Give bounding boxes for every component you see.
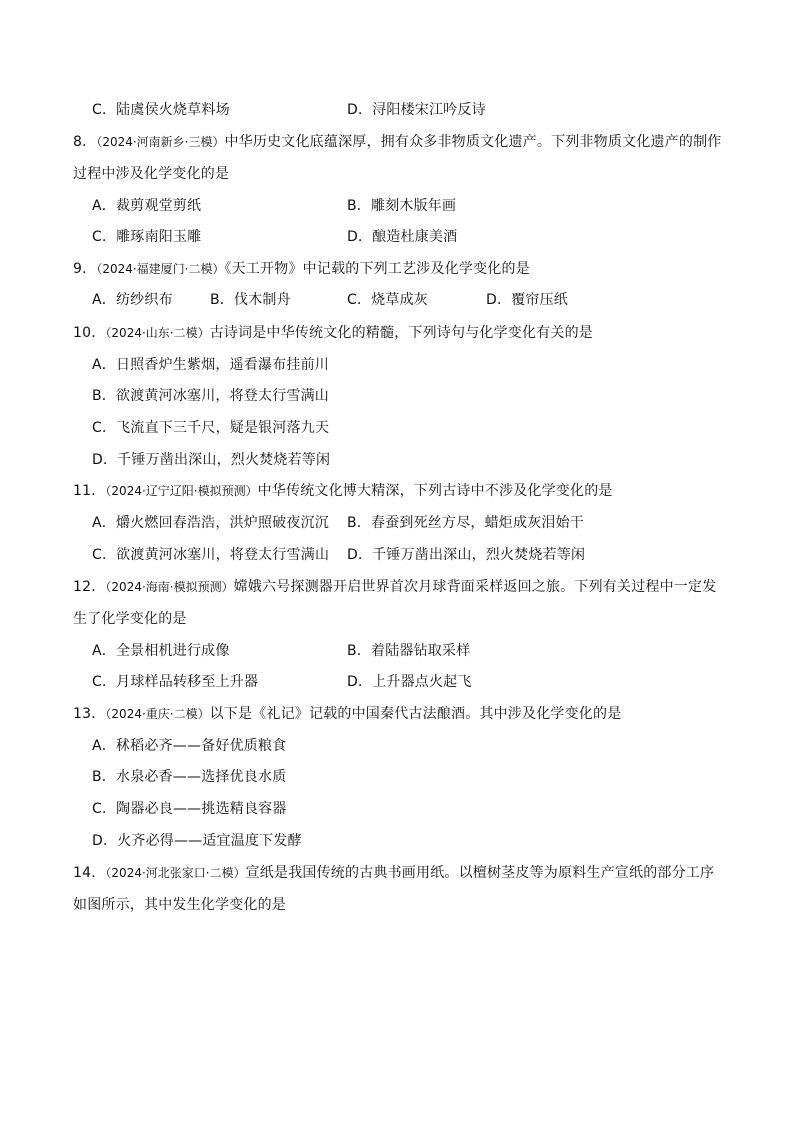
q12-option-b: B．着陆器钻取采样 <box>347 643 471 659</box>
q8-number: 8． <box>73 134 97 150</box>
q12-option-c: C．月球样品转移至上升器 <box>92 674 259 690</box>
q11-stem-line1 <box>73 481 613 501</box>
q10-source: （2024·山东·二模） <box>105 326 210 340</box>
q7-option-c: C．陆虞侯火烧草料场 <box>92 102 230 118</box>
q14-stem-text: 宣纸是我国传统的古典书画用纸。以檀树茎皮等为原料生产宣纸的部分工序 <box>245 865 715 881</box>
q10-option-d: D．千锤万凿出深山，烈火焚烧若等闲 <box>92 452 331 468</box>
q11-option-b: B．春蚕到死丝方尽，蜡炬成灰泪始干 <box>347 515 585 531</box>
q9-option-b: B．伐木制舟 <box>210 292 291 308</box>
q12-option-d: D．上升器点火起飞 <box>347 674 472 690</box>
q12-stem-line1 <box>73 577 716 597</box>
q11-source: （2024·辽宁辽阳·模拟预测） <box>105 484 258 498</box>
q12-option-a: A．全景相机进行成像 <box>92 643 230 659</box>
q12-stem-line2: 生了化学变化的是 <box>73 611 187 627</box>
q9-option-d: D．覆帘压纸 <box>486 292 568 308</box>
q9-option-c: C．烧草成灰 <box>347 292 428 308</box>
q9-option-a: A．纺纱织布 <box>92 292 173 308</box>
q13-option-c: C．陶器必良——挑选精良容器 <box>92 801 287 817</box>
q13-option-a: A．秫稻必齐——备好优质粮食 <box>92 738 287 754</box>
q13-stem-text: 以下是《礼记》记载的中国秦代古法酿酒。其中涉及化学变化的是 <box>209 706 622 722</box>
q13-option-d: D．火齐必得——适宜温度下发酵 <box>92 833 302 849</box>
q12-source: （2024·海南·模拟预测） <box>105 580 234 594</box>
q13-source: （2024·重庆·二模） <box>105 707 210 721</box>
q11-option-c: C．欲渡黄河冰塞川，将登太行雪满山 <box>92 547 330 563</box>
q11-stem-text: 中华传统文化博大精深，下列古诗中不涉及化学变化的是 <box>257 483 613 499</box>
q9-stem-text: 《天工开物》中记载的下列工艺涉及化学变化的是 <box>224 261 530 277</box>
q9-stem-line1 <box>73 259 530 279</box>
q14-stem-line1 <box>73 863 714 883</box>
q13-option-b: B．水泉必香——选择优良水质 <box>92 769 287 785</box>
q12-number: 12． <box>73 579 106 595</box>
q11-option-a: A．爝火燃回春浩浩，洪炉照破夜沉沉 <box>92 515 329 531</box>
q13-number: 13． <box>73 706 106 722</box>
q8-option-c: C．雕琢南阳玉雕 <box>92 229 202 245</box>
q13-stem-line1 <box>73 704 621 724</box>
q10-option-b: B．欲渡黄河冰塞川，将登太行雪满山 <box>92 388 330 404</box>
q10-stem-line1 <box>73 323 593 343</box>
q8-stem-line2: 过程中涉及化学变化的是 <box>73 166 230 182</box>
q14-number: 14． <box>73 865 106 881</box>
q7-option-d: D．浔阳楼宋江吟反诗 <box>347 102 486 118</box>
q10-option-c: C．飞流直下三千尺，疑是银河落九天 <box>92 420 330 436</box>
q8-stem-text: 中华历史文化底蕴深厚，拥有众多非物质文化遗产。下列非物质文化遗产的制作 <box>224 134 722 150</box>
q14-stem-line2: 如图所示，其中发生化学变化的是 <box>73 897 286 913</box>
q10-stem-text: 古诗词是中华传统文化的精髓，下列诗句与化学变化有关的是 <box>209 325 593 341</box>
q8-option-d: D．酿造杜康美酒 <box>347 229 458 245</box>
q9-source: （2024·福建厦门·二模） <box>96 262 225 276</box>
q9-number: 9． <box>73 261 97 277</box>
q12-stem-text: 嫦娥六号探测器开启世界首次月球背面采样返回之旅。下列有关过程中一定发 <box>233 579 717 595</box>
q10-option-a: A．日照香炉生紫烟，遥看瀑布挂前川 <box>92 357 329 373</box>
q8-option-a: A．裁剪观堂剪纸 <box>92 198 202 214</box>
q8-stem-line1 <box>73 132 721 152</box>
q14-source: （2024·河北张家口·二模） <box>105 866 246 880</box>
q10-number: 10． <box>73 325 106 341</box>
q11-option-d: D．千锤万凿出深山，烈火焚烧若等闲 <box>347 547 586 563</box>
q8-option-b: B．雕刻木版年画 <box>347 198 457 214</box>
q8-source: （2024·河南新乡·三模） <box>96 135 225 149</box>
q11-number: 11． <box>73 483 106 499</box>
